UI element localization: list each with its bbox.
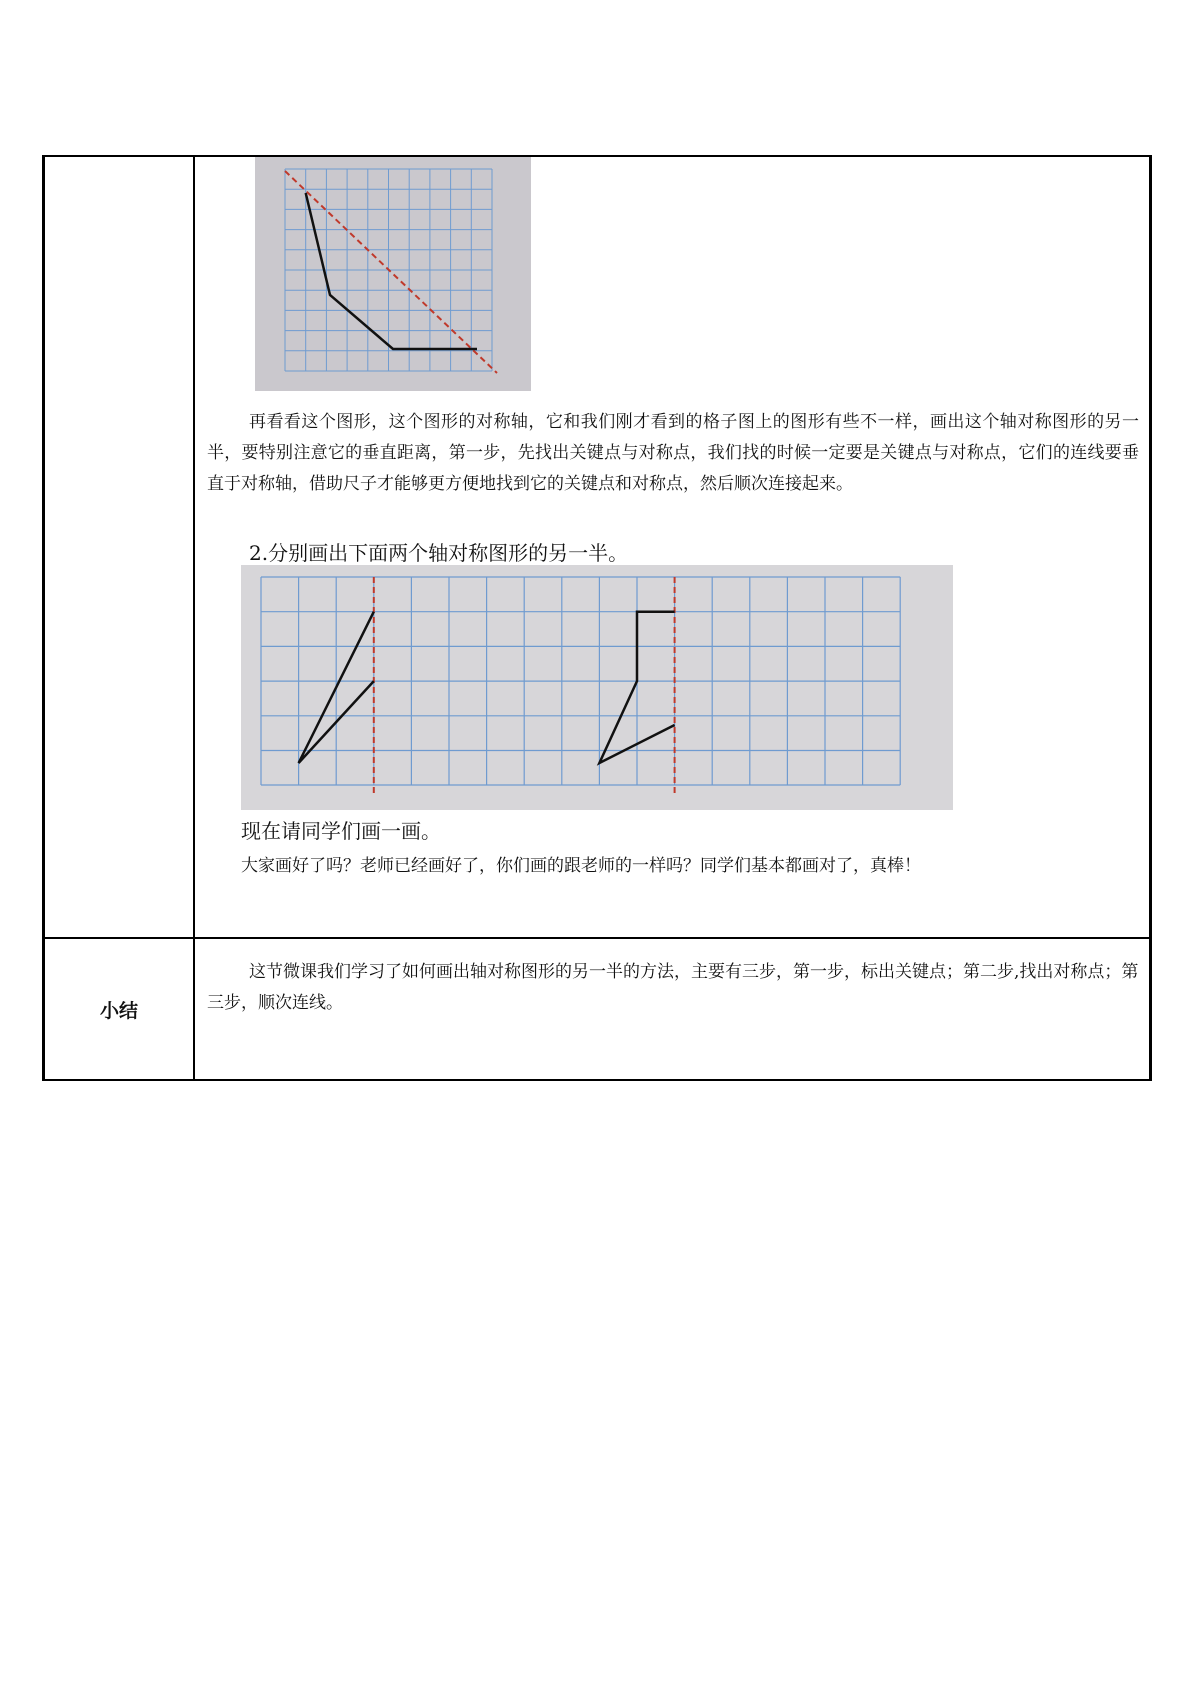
lesson-label-cell (44, 156, 195, 938)
lesson-table (42, 155, 1152, 1081)
lesson-row (44, 156, 1151, 938)
summary-paragraph: 这节微课我们学习了如何画出轴对称图形的另一半的方法，主要有三步，第一步，标出关键点；第二步,找出对称点；第三步，顺次连线。 (207, 962, 1139, 1013)
lesson-content-cell (194, 156, 1151, 938)
instruction-text: 现在请同学们画一画。 (241, 819, 441, 843)
feedback-text: 大家画好了吗？老师已经画好了，你们画的跟老师的一样吗？同学们基本都画对了，真棒！ (241, 856, 921, 876)
task-heading: 2.分别画出下面两个轴对称图形的另一半。 (249, 541, 629, 565)
grid-figure-diagonal-axis (255, 157, 531, 391)
summary-content-cell (194, 938, 1151, 1080)
summary-label: 小结 (44, 938, 195, 1080)
summary-row (44, 938, 1151, 1080)
grid-figure-vertical-axes (241, 565, 953, 810)
explanation-paragraph: 再看看这个图形，这个图形的对称轴，它和我们刚才看到的格子图上的图形有些不一样，画出这个轴对称图形的另一半，要特别注意它的垂直距离，第一步，先找出关键点与对称点，我们找的时候一定要是关键点与对称点，它们的连线要垂直于对称轴，借助尺子才能够更方便地找到它的关键点和对称点，然后顺次连接起来。 (207, 412, 1139, 494)
